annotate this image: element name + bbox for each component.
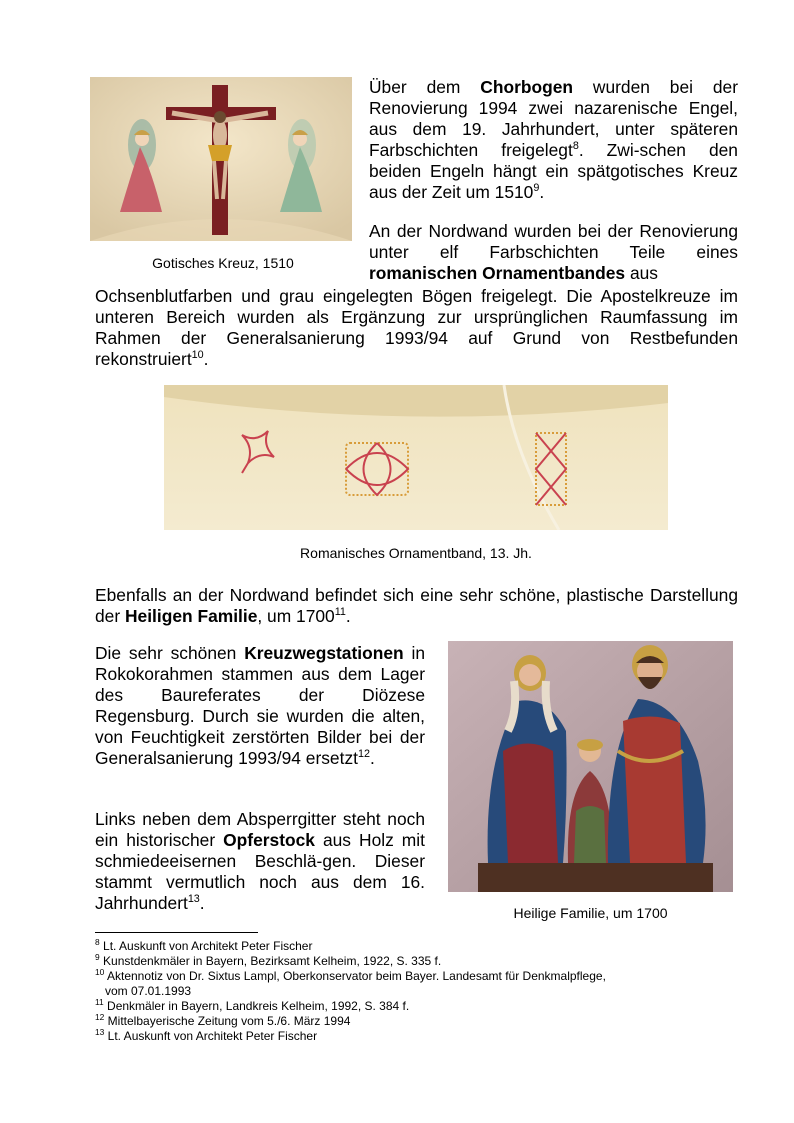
caption-family: Heilige Familie, um 1700 — [513, 905, 668, 921]
paragraph-opferstock: Links neben dem Absperrgitter steht noch ein historischer Opferstock aus Holz mit schmiedeeisernen Beschlä-gen. Dieser stammt vermutlich noch aus dem 16. Jahrhundert$^{13}$. — [95, 809, 425, 913]
footnote-11: $^{11}$ Denkmäler in Bayern, Landkreis Kelheim, 1992, S. 384 f. — [95, 997, 410, 1013]
footnote-9: $^9$ Kunstdenkmäler in Bayern, Bezirksamt Kelheim, 1922, S. 335 f. — [95, 952, 442, 968]
ornament-photo — [164, 385, 668, 530]
footnote-divider — [95, 932, 258, 933]
footnote-10: $^{10}$ Aktennotiz von Dr. Sixtus Lampl, Oberkonservator beim Bayer. Landesamt für Denkmalpflege, — [95, 967, 606, 983]
paragraph-kreuzwegstationen: Die sehr schönen Kreuzwegstationen in Rokokorahmen stammen aus dem Lager des Baureferates der Diözese Regensburg. Durch sie wurden die alten, von Feuchtigkeit zerstörten Bilder bei der Generalsanierung 1993/94 ersetzt$^{12}$. — [95, 643, 425, 768]
footnote-12: $^{12}$ Mittelbayerische Zeitung vom 5./6. März 1994 — [95, 1012, 351, 1028]
paragraph-nordwand-bottom: Ochsenblutfarben und grau eingelegten Bögen freigelegt. Die Apostelkreuze im unteren Bereich wurden als Ergänzung zur ursprünglichen Raumfassung im Rahmen der Generalsanierung 1993/94 auf Grund von Restbefunden rekonstruiert$^{10}$. — [95, 286, 738, 369]
footnote-13: $^{13}$ Lt. Auskunft von Architekt Peter Fischer — [95, 1027, 318, 1043]
paragraph-nordwand-top: An der Nordwand wurden bei der Renovierung unter elf Farbschichten Teile eines romanischen Ornamentbandes aus — [369, 221, 738, 283]
holy-family-photo — [448, 641, 733, 892]
caption-ornament: Romanisches Ornamentband, 13. Jh. — [300, 545, 532, 561]
footnotes — [95, 939, 735, 1044]
paragraph-heilige-familie: Ebenfalls an der Nordwand befindet sich eine sehr schöne, plastische Darstellung der Heiligen Familie, um 1700$^{11}$. — [95, 585, 738, 626]
footnote-8: $^8$ Lt. Auskunft von Architekt Peter Fischer — [95, 937, 313, 953]
paragraph-chorbogen: Über dem Chorbogen wurden bei der Renovierung 1994 zwei nazarenische Engel, aus dem 19. Jahrhundert, unter späteren Farbschichten freigelegt$^8$. Zwi-schen den beiden Engeln hängt ein spätgotisches Kreuz aus der Zeit um 1510$^9$. — [369, 77, 739, 202]
cross-photo — [90, 77, 352, 241]
footnote-10-continued: vom 07.01.1993 — [105, 984, 192, 998]
caption-cross: Gotisches Kreuz, 1510 — [152, 255, 294, 271]
